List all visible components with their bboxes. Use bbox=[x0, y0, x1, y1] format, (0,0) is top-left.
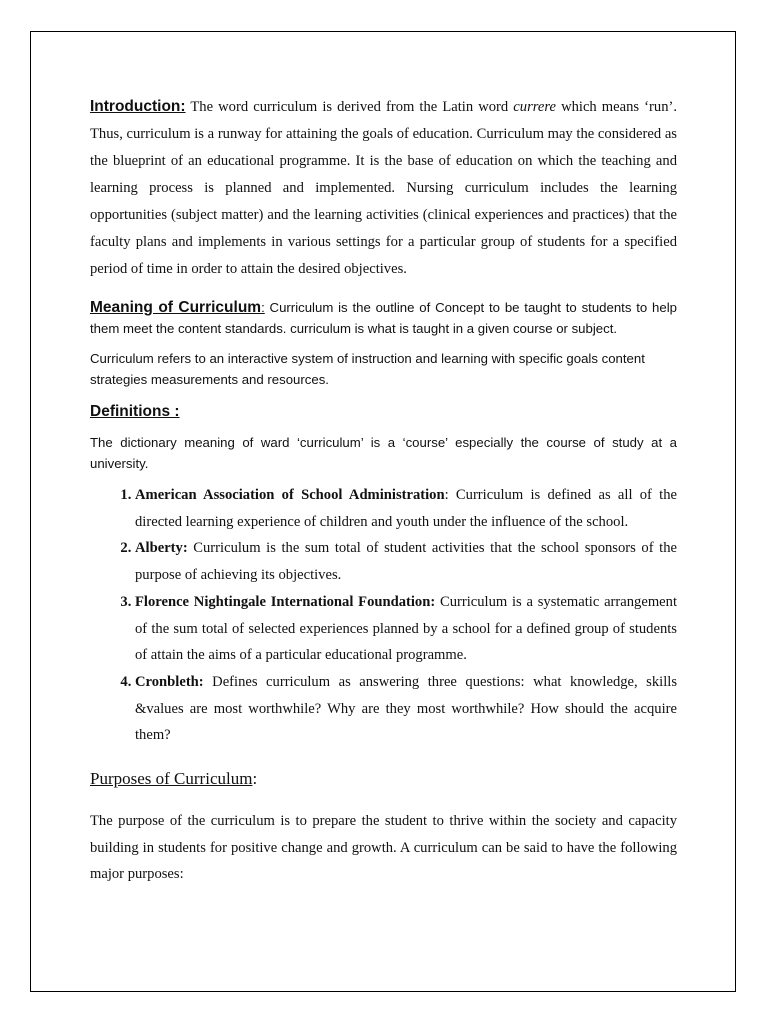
intro-text-after: which means ‘run’. Thus, curriculum is a runway for attaining the goals of education. Curriculum may the considered as the blueprint of an educational programme. It is the base of education on which the teaching and learning process is planned and implemented. Nursing curriculum includes the learning opportunities (subject matter) and the learning activities (clinical experiences and practices) that the faculty plans and implements in various settings for a particular group of students for a specified period of time in order to attain the desired objectives. bbox=[90, 99, 677, 277]
definition-item bbox=[135, 535, 677, 588]
introduction-paragraph bbox=[90, 93, 677, 283]
introduction-heading: Introduction: bbox=[90, 98, 186, 115]
meaning-colon: : bbox=[261, 300, 265, 315]
purposes-heading-line bbox=[90, 767, 677, 791]
definitions-list bbox=[90, 482, 677, 749]
definition-text: Defines curriculum as answering three questions: what knowledge, skills &values are most worthwhile? Why are they most worthwhile? How should the acquire them? bbox=[135, 673, 677, 744]
definition-term: Alberty: bbox=[135, 540, 188, 557]
definition-term: Florence Nightingale International Foundation: bbox=[135, 593, 436, 610]
definition-sep: : bbox=[444, 487, 449, 503]
definition-term: American Association of School Administration bbox=[135, 487, 445, 503]
meaning-heading: Meaning of Curriculum bbox=[90, 299, 262, 316]
definition-term: Cronbleth: bbox=[135, 673, 204, 690]
latin-word: currere bbox=[513, 99, 556, 115]
meaning-paragraph-2: Curriculum refers to an interactive system of instruction and learning with specific goals content strategies measurements and resources. bbox=[90, 351, 645, 387]
definition-item bbox=[135, 482, 677, 535]
meaning-paragraph bbox=[90, 297, 677, 339]
dictionary-meaning: The dictionary meaning of ward ‘curriculum’ is a ‘course’ especially the course of study at a university. bbox=[90, 435, 677, 471]
definitions-heading: Definitions : bbox=[90, 403, 180, 420]
definition-text: Curriculum is defined as all of the directed learning experience of children and youth under the influence of the school. bbox=[135, 487, 678, 530]
definition-text: Curriculum is a systematic arrangement of the sum total of selected experiences planned by a school for a defined group of students of attain the aims of a particular educational programme. bbox=[135, 593, 677, 664]
purposes-colon: : bbox=[252, 769, 258, 789]
definition-item bbox=[135, 669, 677, 749]
meaning-text: Curriculum is the outline of Concept to be taught to students to help them meet the content standards. curriculum is what is taught in a given course or subject. bbox=[90, 300, 677, 336]
definitions-heading-line bbox=[90, 401, 677, 423]
document-content bbox=[90, 93, 677, 888]
purposes-heading: Purposes of Curriculum bbox=[90, 769, 253, 789]
intro-text-before: The word curriculum is derived from the Latin word bbox=[185, 99, 514, 115]
definition-text: Curriculum is the sum total of student activities that the school sponsors of the purpose of achieving its objectives. bbox=[135, 540, 677, 584]
purposes-paragraph: The purpose of the curriculum is to prepare the student to thrive within the society and capacity building in students for positive change and growth. A curriculum can be said to have the following major purposes: bbox=[90, 813, 677, 883]
definition-item bbox=[135, 589, 677, 669]
